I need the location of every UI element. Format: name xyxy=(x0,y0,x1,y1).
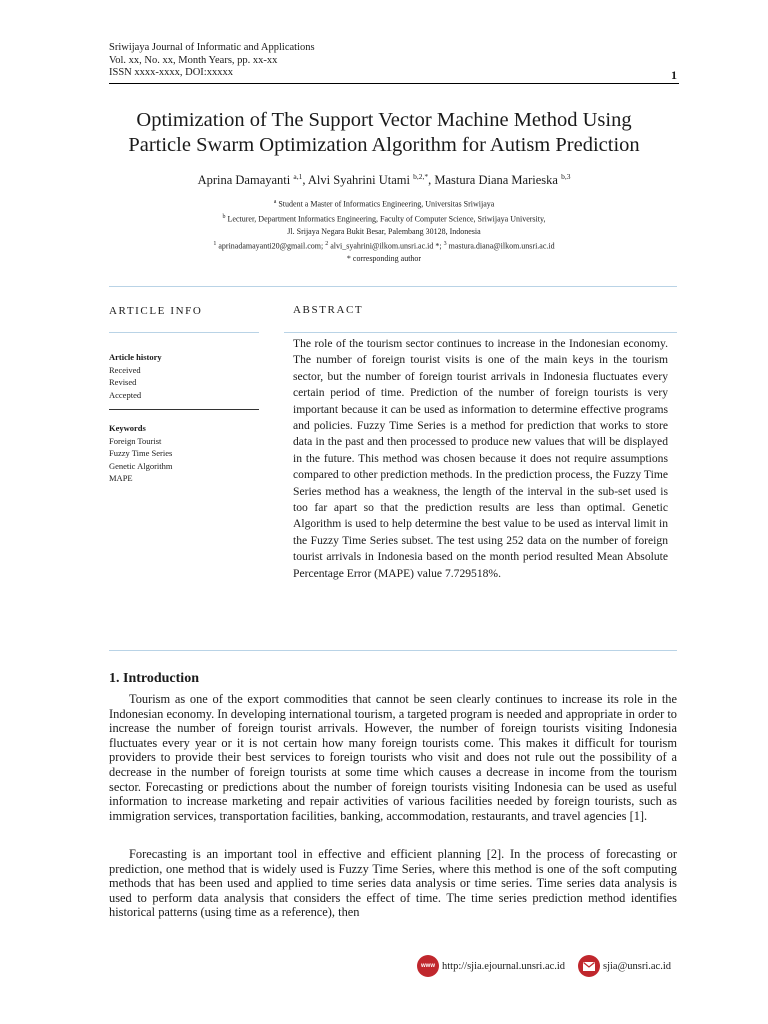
article-info-divider xyxy=(109,332,259,333)
author-name: Alvi Syahrini Utami xyxy=(307,173,410,188)
journal-volume: Vol. xx, No. xx, Month Years, pp. xx-xx xyxy=(109,54,278,66)
abstract-divider xyxy=(284,332,677,333)
article-info-heading: ARTICLE INFO xyxy=(109,305,203,317)
author-list: Aprina Damayanti $^{a,1}$, Alvi Syahrini Utami $^{b,2,*}$, Mastura Diana Marieska $^{b,3}$ xyxy=(197,172,571,188)
footer-website[interactable] xyxy=(417,955,565,977)
corresponding-author-note: * corresponding author xyxy=(346,254,422,264)
history-accepted: Accepted xyxy=(109,389,142,400)
article-history xyxy=(109,351,162,401)
keywords-divider xyxy=(109,409,259,410)
author-superscript: b,3 xyxy=(561,172,571,181)
keyword-item: Fuzzy Time Series xyxy=(109,448,173,458)
journal-issn: ISSN xxxx-xxxx, DOI:xxxxx xyxy=(109,67,233,78)
keyword-item: Foreign Tourist xyxy=(109,435,162,446)
globe-icon: www xyxy=(417,955,439,977)
affiliation-a: $^a$ Student a Master of Informatics Engineering, Universitas Sriwijaya xyxy=(273,199,495,209)
page-number: 1 xyxy=(671,68,677,82)
title-line-2: Particle Swarm Optimization Algorithm for Autism Prediction xyxy=(128,134,640,156)
article-history-heading: Article history xyxy=(109,352,162,362)
author-name: Aprina Damayanti xyxy=(197,173,291,188)
keywords xyxy=(109,422,173,485)
paper-title xyxy=(90,108,678,158)
author-superscript: b,2,* xyxy=(413,172,429,181)
author-name: Mastura Diana Marieska xyxy=(434,173,558,188)
website-link[interactable]: http://sjia.ejournal.unsri.ac.id xyxy=(442,960,566,972)
footer-email[interactable] xyxy=(578,955,671,977)
mail-icon xyxy=(578,955,600,977)
author-superscript: a,1 xyxy=(293,172,303,181)
title-line-1: Optimization of The Support Vector Machine Method Using xyxy=(136,109,632,131)
abstract-text: The role of the tourism sector continues to increase in the Indonesian economy. The number of foreign tourist visits is one of the main keys in the tourism sector, but the number of foreign tourist arrivals in Indonesia fluctuates every certain period of time. Prediction of the number of foreign tourists is very important because it can be used as information to determine effective programs and policies. Fuzzy Time Series is a method for prediction that works to store data in the past and then processed to produce new values that will be displayed in the future. This method was chosen because it does not require assumptions compared to other prediction methods. In the prediction process, the Fuzzy Time Series method has a weakness, the length of the interval in the sub-set used is too far apart so that the prediction results are less than optimal. Genetic Algorithm is used to help determine the best value to be used as interval limit in the Fuzzy Time Series subset. The test using 252 data on the number of foreign tourist arrivals in Indonesia based on the month period resulted Mean Absolute Percentage Error (MAPE) value 7.729518%. xyxy=(293,337,668,580)
journal-header xyxy=(109,42,679,80)
header-divider xyxy=(109,83,679,84)
author-emails: $^1$ aprinadamayanti20@gmail.com; $^2$ alvi_syahrini@ilkom.unsri.ac.id *; $^3$ mastura.diana@ilkom.unsri.ac.id xyxy=(213,241,555,251)
history-received: Received xyxy=(109,364,141,375)
email-link[interactable]: sjia@unsri.ac.id xyxy=(603,960,671,972)
history-revised: Revised xyxy=(109,377,137,387)
abstract-heading: ABSTRACT xyxy=(293,304,364,316)
journal-name: Sriwijaya Journal of Informatic and Applications xyxy=(109,42,315,53)
section-divider-top xyxy=(109,286,677,287)
keyword-item: MAPE xyxy=(109,473,133,483)
keyword-item: Genetic Algorithm xyxy=(109,460,173,471)
introduction-paragraph-2: Forecasting is an important tool in effective and efficient planning [2]. In the process of forecasting or prediction, one method that is widely used is Fuzzy Time Series, where this method is one of the soft computing methods that has been used and applied to time series data analysis or time series. Time series data analysis is used to perform data analysis that considers the effect of time. The time series prediction method identifies historical patterns (using time as a reference), then xyxy=(109,847,677,920)
introduction-paragraph-1: Tourism as one of the export commodities that cannot be seen clearly continues to increase its role in the Indonesian economy. In developing international tourism, a targeted program is needed and appropriate in order to increase the number of foreign tourist arrivals. However, the number of foreign tourists visiting Indonesia fluctuates every year or it is not certain how many foreign tourists come. This makes it difficult for tourism providers to provide their best services to foreign tourists who visit and does not rule out the possibility of a decrease in the number of foreign tourists at some time which causes a decrease in income from the tourism sector. Forecasting or predictions about the number of foreign tourists visiting Indonesia can be used as useful information to increase marketing and repair activities of various facilities needed by foreign tourists, such as immigration services, transportation facilities, banking, accommodation, restaurants, and travel agencies [1]. xyxy=(109,692,677,823)
keywords-heading: Keywords xyxy=(109,423,146,433)
section-divider-bottom xyxy=(109,650,677,651)
affiliations xyxy=(90,196,678,265)
introduction-heading: 1. Introduction xyxy=(109,671,199,686)
affiliation-address: Jl. Srijaya Negara Bukit Besar, Palembang 30128, Indonesia xyxy=(287,226,481,236)
affiliation-b: $^b$ Lecturer, Department Informatics Engineering, Faculty of Computer Science, Sriwijaya University, xyxy=(222,213,546,224)
